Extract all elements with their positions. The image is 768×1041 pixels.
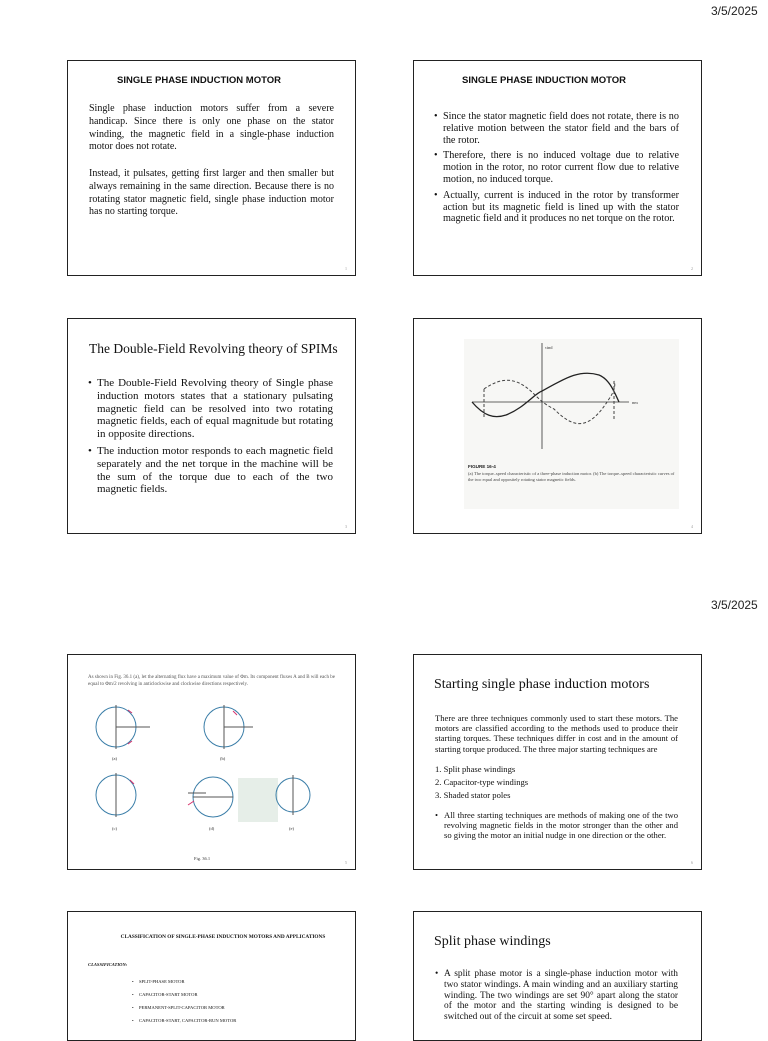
slide-paragraph: Single phase induction motors suffer from a severe handicap. Since there is only one phase on the stator winding, the magnetic field in a single-phase induction motor does not rotate.: [89, 103, 334, 153]
sublabel-c: (c): [112, 826, 117, 831]
diagram-a: [96, 705, 150, 749]
figure-caption: (a) The torque–speed characteristic of a three-phase induction motor. (b) The torque–speed characteristic curves of the two equal and oppositely rotating stator magnetic fields.: [468, 471, 675, 482]
list-item: • A split phase motor is a single-phase induction motor with two stator windings. A main winding and an auxiliary starting winding. The two windings are set 90° apart along the stator of the motor and the starting winding is designed to be switched out of the circuit at some set speed.: [435, 969, 678, 1023]
slide-title: SINGLE PHASE INDUCTION MOTOR: [117, 75, 281, 86]
slide-6: [413, 654, 702, 870]
list-item: • CAPACITOR-START MOTOR: [132, 988, 332, 1001]
slide-5: [67, 654, 356, 870]
slide-text: As shown in Fig. 36.1 (a), let the alternating flux have a maximum value of Φm. Its component fluxes A and B will each be equal to Φm/2 revolving in anticlockwise and clockwise directions respectively.: [88, 675, 335, 687]
bullet-list: [434, 111, 679, 225]
list-item: • Since the stator magnetic field does not rotate, there is no relative motion between the stator field and the bars of the rotor.: [434, 111, 679, 146]
slide-paragraph: There are three techniques commonly used to start these motors. The motors are classified according to the methods used to produce their starting torques. These techniques differ in cost and in the amount of starting torque produced. The three major starting techniques are: [435, 713, 678, 754]
page-number: 2: [691, 266, 693, 271]
classification-list: [132, 975, 332, 1027]
page-number: 1: [345, 266, 347, 271]
slide-2: [413, 60, 702, 276]
slide-title: Split phase windings: [434, 934, 551, 949]
list-item: • All three starting techniques are methods of making one of the two revolving magnetic fields in the motor stronger than the other and so giving the motor an initial nudge in one direction or the other.: [435, 810, 678, 841]
slide-title: The Double-Field Revolving theory of SPIMs: [89, 341, 338, 356]
page-number: 6: [691, 860, 693, 865]
sublabel-b: (b): [220, 756, 226, 761]
torque-speed-figure: [414, 319, 702, 534]
slide-7: [67, 911, 356, 1041]
flux-phasor-diagram: [68, 655, 356, 870]
slide-3: [67, 318, 356, 534]
slide-1: [67, 60, 356, 276]
axis-label-x: nm: [632, 400, 638, 405]
slide-title: Starting single phase induction motors: [434, 677, 650, 692]
list-item: • Therefore, there is no induced voltage due to relative motion in the rotor, no rotor current flow due to relative motion, no induced torque.: [434, 150, 679, 185]
diagram-e: [276, 775, 310, 815]
list-item: 1. Split phase windings: [435, 764, 516, 774]
slide-8: [413, 911, 702, 1041]
list-item: 3. Shaded stator poles: [435, 790, 511, 801]
slide-title: SINGLE PHASE INDUCTION MOTOR: [462, 75, 626, 86]
sublabel-d: (d): [209, 826, 215, 831]
list-item: • SPLIT-PHASE MOTOR: [132, 975, 332, 988]
slide-subtitle: CLASSIFICATION:: [88, 962, 128, 967]
figure-label: Fig. 36.1: [194, 856, 211, 861]
slide-paragraph: Instead, it pulsates, getting first larger and then smaller but always remaining in the same direction. Because there is no rotating stator magnetic field, single phase induction motor has no starting torque.: [89, 168, 334, 218]
header-date-1: 3/5/2025: [711, 4, 758, 18]
list-item: • Actually, current is induced in the rotor by transformer action but its magnetic field is lined up with the stator magnetic field and it produces no net torque on the rotor.: [434, 190, 679, 225]
slide-4: [413, 318, 702, 534]
list-item: 2. Capacitor-type windings: [435, 777, 529, 788]
bullet-list: [435, 810, 678, 841]
figure-label: FIGURE 16-4: [468, 464, 496, 469]
diagram-b: [204, 705, 253, 749]
page-number: 3: [345, 524, 347, 529]
bullet-list: [88, 377, 333, 496]
page-number: 5: [345, 860, 347, 865]
header-date-2: 3/5/2025: [711, 598, 758, 612]
list-item: • CAPACITOR-START, CAPACITOR-RUN MOTOR: [132, 1014, 332, 1027]
diagram-c: [96, 773, 136, 817]
technique-list: [435, 764, 678, 801]
bullet-list: [435, 969, 678, 1023]
sublabel-a: (a): [112, 756, 117, 761]
page-number: 4: [691, 524, 693, 529]
list-item: • PERMANENT-SPLIT-CAPACITOR MOTOR: [132, 1001, 332, 1014]
list-item: • The induction motor responds to each magnetic field separately and the net torque in the machine will be the sum of the torque due to each of the two magnetic fields.: [88, 445, 333, 496]
axis-label-y: τind: [545, 345, 553, 350]
diagram-d: [188, 777, 233, 817]
list-item: • The Double-Field Revolving theory of Single phase induction motors states that a stationary pulsating magnetic field can be resolved into two rotating magnetic fields, each of equal magnitude but rotating in opposite directions.: [88, 377, 333, 441]
sublabel-e: (e): [289, 826, 294, 831]
slide-title: CLASSIFICATION OF SINGLE-PHASE INDUCTION MOTORS AND APPLICATIONS: [120, 934, 326, 940]
